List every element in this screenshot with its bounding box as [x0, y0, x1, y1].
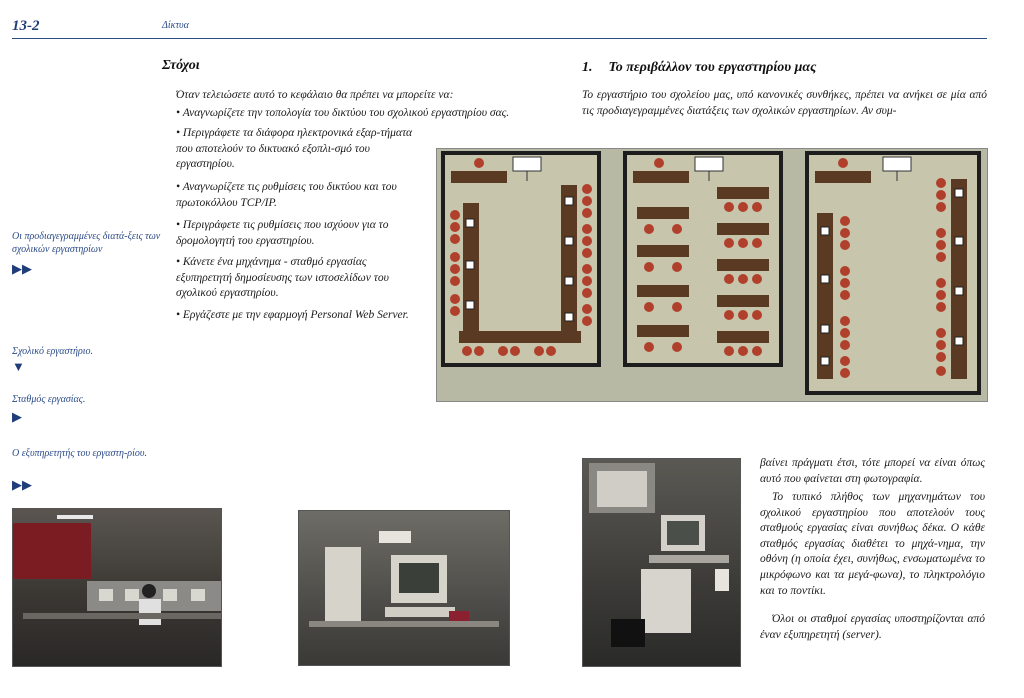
- objective-item: • Εργάζεστε με την εφαρμογή Personal Web Server.: [176, 309, 409, 321]
- sidebar-note-server: Ο εξυπηρετητής του εργαστη-ρίου.: [12, 448, 147, 459]
- server-photo: [582, 458, 741, 667]
- section-paragraph: Το τυπικό πλήθος των μηχανημάτων του σχολικού εργαστηρίου που αποτελούν τους σταθμούς εργασίας είναι συνήθως δέκα. Ο κάθε σταθμός εργασίας διαθέτει το μηχά-νημα, την οθόνη (η οποία έχει, συνήθως, ενσωματωμένα το μικρόφωνο και τα μεγά-φωνα), το πληκτρολόγιο και το ποντίκι.: [760, 491, 985, 597]
- section-paragraph: Όλοι οι σταθμοί εργασίας υποστηρίζονται από έναν εξυπηρετητή (server).: [760, 613, 985, 641]
- section-heading: [582, 58, 816, 76]
- objective-item: • Περιγράφετε τις ρυθμίσεις που ισχύουν για το δρομολογητή του εργαστηρίου.: [176, 219, 389, 247]
- header-rule: [12, 38, 987, 39]
- workstation-photo-illustration: [299, 511, 509, 665]
- floor-plan-room-2: [625, 153, 781, 365]
- arrow-right-icon: ▶▶: [12, 477, 32, 492]
- floor-plan-room-1: [443, 153, 599, 365]
- objective-item: • Αναγνωρίζετε τις ρυθμίσεις του δικτύου και του πρωτοκόλλου TCP/IP.: [176, 181, 397, 209]
- arrow-down-icon: ▼: [12, 359, 25, 374]
- floor-plans-drawing: [437, 149, 987, 401]
- section-number: 1.: [582, 60, 593, 75]
- section-title: Το περιβάλλον του εργαστηρίου μας: [608, 60, 817, 75]
- workstation-photo: [298, 510, 510, 666]
- running-title: Δίκτυα: [162, 20, 189, 31]
- lab-photo: [12, 508, 222, 667]
- lab-photo-illustration: [13, 509, 221, 666]
- arrow-right-icon: ▶▶: [12, 261, 32, 276]
- lab-layouts-figure: [436, 148, 988, 402]
- objective-item: • Αναγνωρίζετε την τοπολογία του δικτύου του σχολικού εργαστηρίου σας.: [176, 107, 510, 119]
- objectives-title: Στόχοι: [162, 58, 200, 73]
- section-paragraph: βαίνει πράγματι έτσι, τότε μπορεί να είναι όπως αυτό που φαίνεται στη φωτογραφία.: [760, 457, 985, 485]
- sidebar-note-layouts: Οι προδιαγεγραμμένες διατά-ξεις των σχολικών εργαστηρίων: [12, 231, 161, 255]
- server-photo-illustration: [583, 459, 740, 666]
- sidebar-note-lab: Σχολικό εργαστήριο.: [12, 346, 94, 357]
- objectives-intro: Όταν τελειώσετε αυτό το κεφάλαιο θα πρέπει να μπορείτε να:: [176, 89, 454, 101]
- section-paragraph: Το εργαστήριο του σχολείου μας, υπό κανονικές συνθήκες, πρέπει να ανήκει σε μία από τις προδιαγεγραμμένες διατάξεις των σχολικών εργαστηρίων. Αν συμ-: [582, 89, 987, 117]
- sidebar-note-workstation: Σταθμός εργασίας.: [12, 394, 86, 405]
- objective-item: • Κάνετε ένα μηχάνημα - σταθμό εργασίας εξυπηρετητή δημοσίευσης των ιστοσελίδων του σχολικού εργαστηρίου.: [176, 256, 389, 299]
- page-number: 13-2: [12, 18, 40, 34]
- floor-plan-room-3: [807, 153, 979, 393]
- arrow-right-icon: ▶: [12, 409, 22, 424]
- objective-item: • Περιγράφετε τα διάφορα ηλεκτρονικά εξαρ-τήματα που αποτελούν το δικτυακό εξοπλι-σμό του εργαστηρίου.: [176, 127, 413, 170]
